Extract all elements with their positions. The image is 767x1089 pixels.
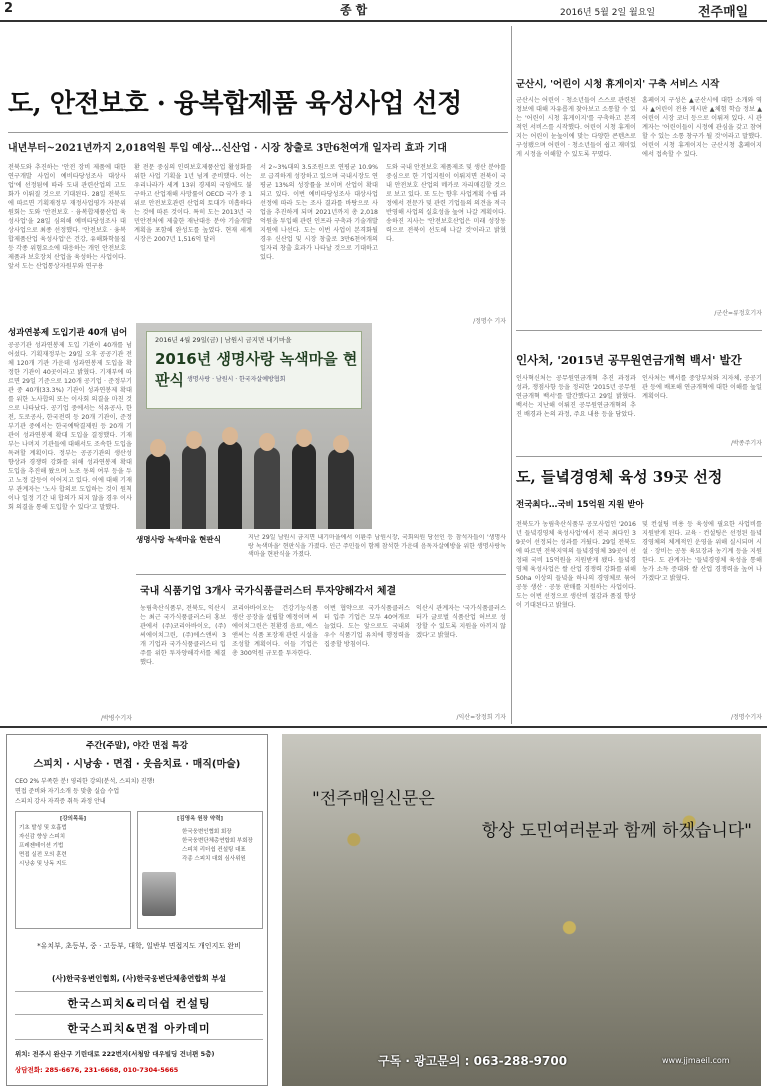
ad-box-item: 기초 발성 및 호흡법: [19, 825, 67, 831]
ad-box-item: 프레젠테이션 기법: [19, 843, 64, 849]
ad-contact: 구독 · 광고문의 : 063-288-9700: [378, 1054, 568, 1068]
divider: [8, 132, 508, 133]
banner-title: 2016년 생명사랑 녹색마을 현판식: [155, 350, 358, 389]
ad-box-courses: [15, 811, 131, 929]
article-column: 인사처는 백서를 중앙부처와 지자체, 공공기관 등에 배포해 연금개혁에 대한 이해를 높일 계획이다.: [642, 375, 762, 400]
ad-box-item: 한국웅변단체총연합회 부회장: [182, 838, 253, 844]
advertisement-newspaper: [282, 734, 761, 1086]
ad-bullet: 스피치 강사 자격증 취득 과정 안내: [15, 798, 106, 805]
ad-box-item: 자신감 향상 스피치: [19, 834, 66, 840]
article-column: 공공기관 성과연봉제 도입 기관이 40개를 넘어섰다. 기획재정부는 29일 오후 공공기관 전체 120개 기관 가운데 성과연봉제 도입을 확정한 기관이 40곳이라고 밝혔다. 기재부에 따르면 29일 기준으로 120개 공기업 · 준정부기관 중 40개(33.3%) 기관이 성과연봉제 확대를 위한 노사합의 또는 이사회 의결을 마친 것으로 나타났다. 공기업 중에서는 석유공사, 한전, 도로공사, 한국전력 등 20개 기관이, 준정부기관 중에서는 한국예탁결제원 등 20개 기관이 성과연봉제 확대 도입을 결정했다. 기재부는 나머지 기관들에 대해서도 조속한 도입을 독려할 계획이다. 정부는 공공기관의 생산성 향상과 경쟁력 강화를 위해 성과연봉제 확대 도입을 추진해 왔으며 노조 동의 여부 등을 두고 노정 갈등이 이어지고 있다. 이에 대해 기재부 관계자는 '노사 합의로 도입하는 것이 원칙이나 일정 기간 내 합의가 되지 않을 경우 이사회 의결을 통해 도입할 수 있다'고 말했다.: [8, 342, 132, 511]
right-bottom-subhead: 전국최다…국비 15억원 지원 받아: [516, 500, 644, 510]
ad-slogan-line1: "전주매일신문은: [312, 789, 435, 809]
divider: [516, 456, 762, 457]
article-column: 홈페이지 구성은 ▲군산시에 대한 소개와 역사 ▲어린이 전용 게시판 ▲체험 학습 정보 ▲어린이 시장 코너 등으로 이뤄져 있다. 시 관계자는 '어린이들이 시정에 관심을 갖고 참여할 수 있는 소통 창구가 될 것'이라고 말했다. 어린이 시청 휴게이지는 군산시청 홈페이지에서 접속할 수 있다.: [642, 97, 762, 158]
ad-divider: [0, 726, 767, 728]
ad-bullet: CEO 2% 부족한 분! 영리한 강의(분석, 스피치) 진행!: [15, 778, 155, 785]
ad-box-item: 한국웅변인협회 회장: [182, 829, 232, 835]
ad-box-title: [김영옥 원장 약력]: [176, 816, 224, 822]
ad-slogan-line2: 항상 도민여러분과 함께 하겠습니다": [481, 821, 752, 841]
event-banner: [146, 331, 362, 409]
photo-caption-title: 생명사랑 녹색마을 현판식: [136, 535, 221, 544]
sidebar-headline: 성과연봉제 도입기관 40개 넘어: [8, 328, 128, 338]
byline: /정명수기자: [730, 714, 762, 721]
advertisement-speech: [6, 734, 268, 1086]
banner-date-text: 2016년 4월 29일(금) | 남원시 금지면 내기마을: [155, 336, 292, 344]
article-column: 인사혁신처는 공무원연금개혁 추진 과정과 성과, 쟁점사항 등을 정리한 '2015년 공무원연금개혁 백서'를 발간했다고 29일 밝혔다. 백서는 지난해 이뤄진 공무원연금개혁의 추진 배경과 논의 과정, 주요 내용 등을 담았다.: [516, 375, 636, 418]
right-mid-headline: 인사처, '2015년 공무원연금개혁 백서' 발간: [516, 353, 742, 367]
ad-org: (사)한국웅변인협회, (사)한국웅변단체총연합회 부설: [52, 974, 226, 983]
ad-title: 스피치 · 시낭송 · 면접 · 웃음치료 · 매직(마술): [33, 759, 241, 770]
banner-logos: 생명사랑 · 남원시 · 한국자살예방협회: [187, 376, 286, 383]
ad-profile-list: [182, 828, 260, 864]
photo-caption: 지난 29일 남원시 금지면 내기마을에서 이환주 남원시장, 국회의원 당선인 등 참석자들이 '생명사랑 녹색마을' 현판식을 가졌다. 인근 주민들이 함께 참석한 가운데 음독자살예방을 위한 생명사랑녹색마을 현판식을 가졌다.: [248, 534, 506, 558]
ad-url: www.jjmaeil.com: [662, 1056, 730, 1065]
article-column: 이번 협약으로 국가식품클러스터 입주 기업은 모두 40여개로 늘었다. 도는 앞으로도 국내외 우수 식품기업 유치에 행정력을 집중할 방침이다.: [324, 605, 410, 648]
news-photo: [136, 323, 372, 529]
byline: /박병수기자: [100, 715, 132, 722]
article-column: 서 2~3%대의 3.5조원으로 연평균 10.9%로 급격하게 성장하고 있으며 국내시장도 연평균 13%의 성장률을 보이며 산업이 확대되고 있다. 이번 예비타당성조사 대상사업 선정에 따라 도는 조사 결과를 바탕으로 사업을 추진하게 되며 2021년까지 총 2,018억원을 투입해 관련 인프라 구축과 기술개발 지원에 나선다. 도는 이번 사업이 본격화될 경우 신산업 및 시장 창출로 3만6천여개의 일자리 창출 효과가 나타날 것으로 기대하고 있다.: [260, 164, 378, 261]
section-title: 종합: [340, 3, 372, 17]
column-divider: [511, 26, 512, 724]
ad-address: 위치: 전주시 완산구 기린대로 222번지(서청암 대우빌딩 건너편 5층): [15, 1050, 215, 1058]
spacer: [378, 323, 506, 527]
article-column: 도와 국내 안전보호 제품제조 및 생산 분야를 중심으로 한 기업지원이 이뤄지면 전북이 국내 안전보호 산업의 메카로 자리매김할 것으로 보고 있다. 또 도는 향후 사업계획 수립 과정에서 전문가 및 관련 기업들의 의견을 적극 반영해 사업의 실효성을 높여 나갈 계획이다. 송하진 지사는 '안전보호산업은 미래 성장동력으로 전북이 선도해 나갈 것'이라고 밝혔다.: [386, 164, 506, 243]
byline: /익산=장정희 기자: [456, 714, 506, 721]
ad-bullets: [15, 777, 263, 807]
ad-box-profile: [137, 811, 263, 929]
ad-box-item: 면접 실전 모의 훈련: [19, 852, 67, 858]
ad-top-line: 주간(주말), 야간 면접 특강: [86, 741, 188, 751]
byline: /박종주기자: [730, 440, 762, 447]
ad-box-item: 스피치 리더쉽 컨설팅 대표: [182, 847, 246, 853]
byline: /정명수 기자: [473, 318, 506, 325]
ad-phone: 상담전화: 285-6676, 231-6668, 010-7304-5665: [15, 1066, 179, 1074]
article-column: 및 컨설팅 비용 등 육성에 필요한 사업비를 지원받게 된다. 교육 · 컨설팅은 선정된 들녘경영체의 체계적인 운영을 위해 실시되며 시설 · 장비는 공동 육묘장과 농기계 등을 지원한다. 도 관계자는 '들녘경영체 육성을 통해 농가 소득 증대와 쌀 산업 경쟁력을 높여 나가겠다'고 밝혔다.: [642, 521, 762, 582]
divider: [136, 574, 506, 575]
article-column: 코리아바이오는 건강기능식품 생산 공장을 설립할 예정이며 씨에이치그린은 친환경 음료, 에스앤씨는 식품 포장재 관련 시설을 조성할 계획이다. 이들 기업은 총 300억원 규모를 투자한다.: [232, 605, 318, 657]
article-column: 환 전문 중심의 인력보호제품산업 활성화를 위한 사업 기획을 1년 넘게 준비했다. 이는 우리나라가 세계 13위 경제의 국임에도 불구하고 산업재해 사망률이 OECD 국가 중 1위로 안전보호관련 산업의 토대가 미흡하다는 것에 따른 것이다. 특히 도는 2013년 국민안전처에 제출한 재난대응 분야 기술개발 계획을 포함해 완성도를 높였다. 현재 세계 시장은 2007년 1,516억 달러: [134, 164, 252, 243]
article-column: 전북도가 농림축산식품부 공모사업인 '2016년 들녘경영체 육성사업'에서 전국 최다인 39곳이 선정되는 성과를 거뒀다. 29일 전북도에 따르면 전북지역의 들녘경영체 39곳이 선정돼 국비 15억원을 지원받게 됐다. 들녘경영체 육성사업은 쌀 산업 경쟁력 강화를 위해 50ha 이상의 들녘을 하나의 경영체로 묶어 공동 생산 · 공동 판매를 지원하는 사업이다. 도는 이번 선정으로 생산비 절감과 품질 향상이 기대된다고 밝혔다.: [516, 521, 636, 609]
article-column: 군산시는 어린이 · 청소년들이 스스로 관련된 정보에 대해 자유롭게 찾아보고 소통할 수 있는 '어린이 시청 휴게이지'를 구축하고 본격적인 서비스를 시작했다. 어린이 시청 휴게이지는 어린이 눈높이에 맞는 다양한 콘텐츠로 구성됐으며 어린이 · 청소년들이 쉽고 재미있게 시정을 이해할 수 있도록 꾸몄다.: [516, 97, 636, 158]
article-column: 익산시 관계자는 '국가식품클러스터가 글로벌 식품산업 허브로 성장할 수 있도록 지원을 아끼지 않겠다'고 밝혔다.: [416, 605, 506, 639]
byline: /군산=류정호기자: [714, 310, 762, 317]
right-bottom-headline: 도, 들녘경영체 육성 39곳 선정: [516, 468, 723, 486]
ad-box-title: [강의목록]: [59, 816, 87, 822]
ad-box-item: 각종 스피치 대회 심사위원: [182, 856, 246, 862]
article-column: 농림축산식품부, 전북도, 익산시는 최근 국가식품클러스터 홍보관에서 (주)코리아바이오, (주)씨에이치그린, (주)에스앤씨 3개 기업과 국가식품클러스터 입주를 위한 투자양해각서를 체결했다.: [140, 605, 226, 666]
divider: [516, 330, 762, 331]
profile-photo: [142, 872, 176, 916]
ad-bottom-line: *유치부, 초등부, 중 · 고등부, 대학, 일반부 면접지도 개인지도 완비: [37, 942, 241, 950]
main-subhead: 내년부터~2021년까지 2,018억원 투입 예상…신산업 · 시장 창출로 3만6천여개 일자리 효과 기대: [8, 143, 447, 154]
newspaper-logo: 전주매일: [698, 5, 749, 20]
ad-brand: 한국스피치&리더쉽 컨설팅: [15, 991, 263, 1015]
ad-brand: 한국스피치&면접 아카데미: [15, 1017, 263, 1040]
food-headline: 국내 식품기업 3개사 국가식품클러스터 투자양해각서 체결: [140, 586, 397, 597]
article-column: 전북도와 추진하는 '안전 장비 제품에 대한 연구개발 사업이 예비타당성조사 대상사업'에 선정됨에 따라 도내 관련산업의 고도화가 이뤄질 것으로 기대된다. 28일 전북도에 따르면 기획재정부 재정사업평가 자문위원회는 도와 '안전보호 · 융복합제품산업 육성사업'을 28일 심의해 예비타당성조사 대상사업으로 최종 선정했다. '안전보호 · 융복합제품산업 육성사업'은 건강, 유해화학물질 등 각종 위험요소에 대응하는 개인 안전보호제품과 보호장치 산업을 육성하는 사업이다. 앞서 도는 산업통상자원부와 연구용: [8, 164, 126, 270]
ad-box-item: 시낭송 및 낭독 지도: [19, 861, 67, 867]
main-headline: 도, 안전보호 · 융복합제품 육성사업 선정: [8, 89, 462, 119]
page-number: 2: [4, 1, 14, 16]
right-top-headline: 군산시, '어린이 시청 휴게이지' 구축 서비스 시작: [516, 79, 720, 90]
page-header: [0, 0, 767, 22]
ad-bullet: 면접 준비와 자기소개 등 맞춤 실습 수업: [15, 788, 120, 795]
issue-date: 2016년 5월 2일 월요일: [560, 8, 656, 18]
